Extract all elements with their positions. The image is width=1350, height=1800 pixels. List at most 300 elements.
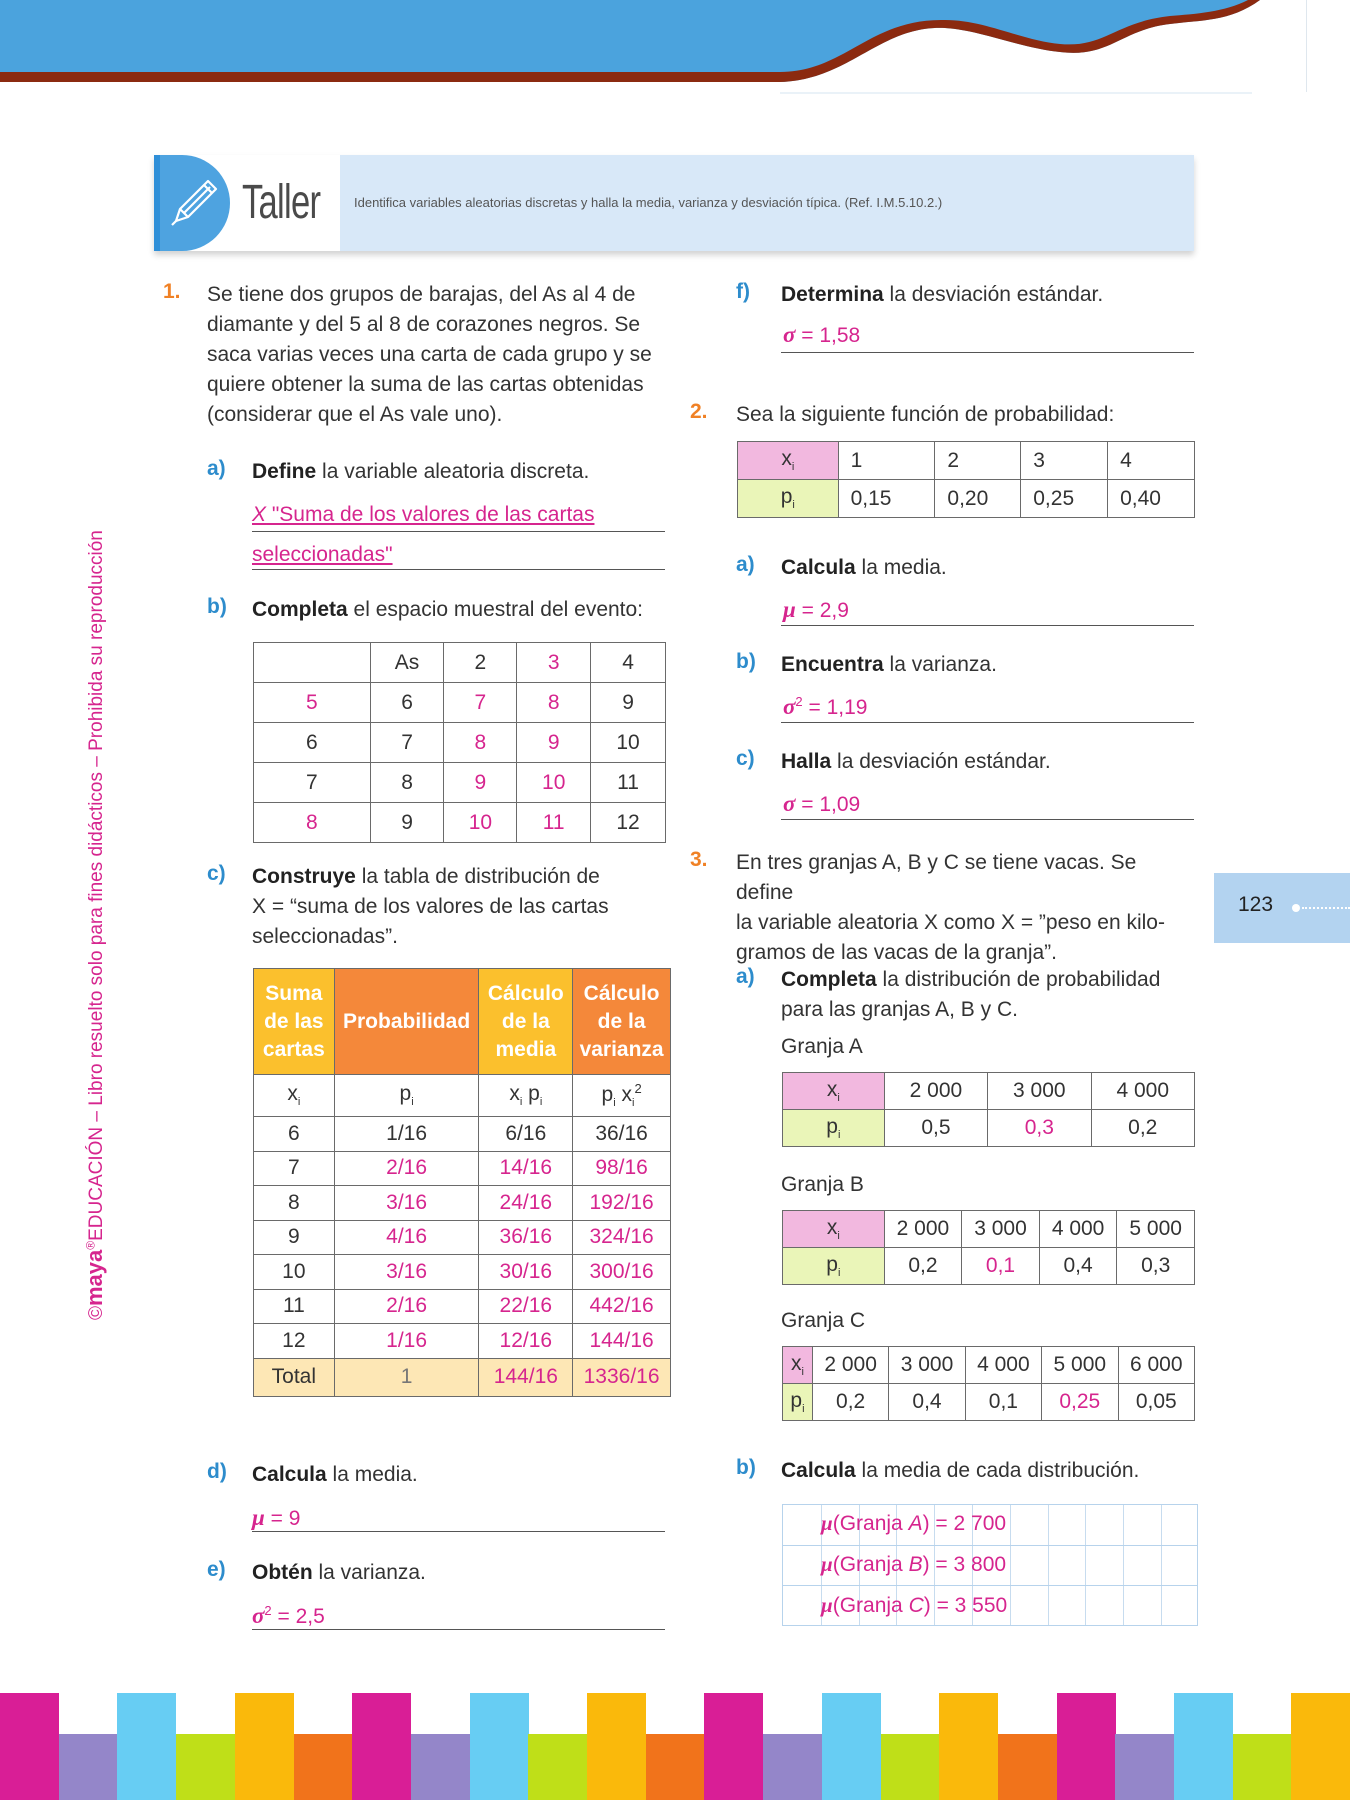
table-cell: 0,5 xyxy=(884,1110,987,1147)
prompt-verb: Define xyxy=(252,460,317,483)
prompt-rest: la tabla de distribución de xyxy=(355,865,600,888)
table-cell: 6/16 xyxy=(479,1117,573,1152)
table-cell: 6 xyxy=(370,683,444,723)
question-2-statement: Sea la siguiente función de probabilidad: xyxy=(736,403,1115,426)
x-label-cell: $x_i$ xyxy=(783,1347,813,1384)
header-suma xyxy=(254,969,335,1075)
granja-table xyxy=(782,1072,1195,1147)
answer-value: = 9 xyxy=(264,1507,301,1530)
table-cell: 6 xyxy=(254,723,371,763)
registered-symbol: ® xyxy=(83,1240,98,1250)
table-cell: 0,3 xyxy=(988,1110,1091,1147)
q1-d-prompt xyxy=(252,1460,418,1490)
prompt-line xyxy=(252,862,665,892)
question-1-statement xyxy=(207,280,667,430)
banner-title-area xyxy=(154,155,340,251)
q2-c-letter: c) xyxy=(736,747,755,770)
header-line: Suma xyxy=(265,981,323,1005)
banner-description: Identifica variables aleatorias discretas y halla la media, varianza y desviación típica. (Ref. I.M.5.10.2.) xyxy=(354,195,943,210)
table-cell: 10 xyxy=(444,803,517,843)
table-cell xyxy=(254,643,371,683)
table-cell: 36/16 xyxy=(573,1117,671,1152)
footer-bar xyxy=(822,1693,881,1800)
mu-symbol: μ xyxy=(821,1593,833,1617)
q2-b-answer xyxy=(783,694,867,720)
q1-c-prompt xyxy=(252,862,665,952)
table-row xyxy=(254,1220,671,1255)
close-paren: ) xyxy=(923,1594,931,1617)
table-cell: 4 xyxy=(1108,442,1195,480)
x-label-cell: $x_i$ xyxy=(783,1211,885,1248)
table-cell: 98/16 xyxy=(573,1151,671,1186)
table-cell: 0,1 xyxy=(962,1248,1040,1285)
prompt-verb: Obtén xyxy=(252,1561,313,1584)
footer-bar xyxy=(763,1734,822,1800)
answer-value: = 1,19 xyxy=(802,696,868,719)
table-cell: 3/16 xyxy=(334,1255,479,1290)
q1-a-prompt xyxy=(252,457,589,487)
footer-bar xyxy=(881,1734,940,1800)
q2-a-answer xyxy=(783,597,849,623)
answer-value: = 1,58 xyxy=(795,324,861,347)
q3-b-letter: b) xyxy=(736,1456,756,1479)
x-row xyxy=(783,1347,1195,1384)
tab-dotted-line xyxy=(1302,907,1350,909)
footer-bar xyxy=(1174,1693,1233,1800)
question-3-statement xyxy=(736,848,1196,968)
q1-e-letter: e) xyxy=(207,1558,226,1581)
table-row xyxy=(254,763,666,803)
granja-label: Granja A xyxy=(781,1035,863,1058)
table-cell: 2 xyxy=(935,442,1021,480)
p-row xyxy=(783,1248,1195,1285)
q2-a-letter: a) xyxy=(736,553,755,576)
table-cell: 4 xyxy=(591,643,666,683)
distribution-table xyxy=(253,968,671,1397)
mu-symbol: μ xyxy=(252,1505,265,1530)
answer-value: = 2,5 xyxy=(271,1605,325,1628)
subheader-pi: $p_i$ xyxy=(334,1075,479,1117)
granja-label: Granja C xyxy=(781,1309,866,1332)
prompt-first-line xyxy=(252,862,600,892)
table-cell: 36/16 xyxy=(479,1220,573,1255)
table-cell: 1/16 xyxy=(334,1324,479,1359)
table-cell: 10 xyxy=(517,763,591,803)
q2-probability-table xyxy=(737,441,1195,518)
p-label: p xyxy=(780,485,793,509)
prompt-rest: la distribución de probabilidad xyxy=(876,968,1161,991)
header-line: de la xyxy=(597,1009,646,1033)
table-cell: 9 xyxy=(444,763,517,803)
page-edge-rule xyxy=(1306,0,1307,92)
q2-c-answer xyxy=(783,791,860,817)
x-row xyxy=(783,1073,1195,1110)
header-line: Cálculo xyxy=(583,981,660,1005)
footer-bar xyxy=(704,1693,763,1800)
table-cell: 2/16 xyxy=(334,1151,479,1186)
table-cell: 12 xyxy=(591,803,666,843)
table-cell: 12/16 xyxy=(479,1324,573,1359)
table-row xyxy=(254,803,666,843)
table-cell: 442/16 xyxy=(573,1289,671,1324)
header-varianza xyxy=(573,969,671,1075)
table-cell: 24/16 xyxy=(479,1186,573,1221)
table-row xyxy=(254,1117,671,1152)
table-total-row xyxy=(254,1358,671,1396)
q1-e-prompt xyxy=(252,1558,426,1588)
table-cell: 3 000 xyxy=(962,1211,1040,1248)
page-number: 123 xyxy=(1238,893,1274,916)
table-cell: 1/16 xyxy=(334,1117,479,1152)
prompt-line xyxy=(781,965,1160,995)
header-media xyxy=(479,969,573,1075)
subheader-xipi: $x_i$ $p_i$ xyxy=(479,1075,573,1117)
table-cell: 11 xyxy=(517,803,591,843)
subheader-pixi2: $p_i$ $x_i^2$ xyxy=(573,1075,671,1117)
mean-answer xyxy=(821,1593,1007,1618)
table-row xyxy=(254,723,666,763)
table-cell: 30/16 xyxy=(479,1255,573,1290)
table-cell: 11 xyxy=(254,1289,335,1324)
table-cell: 0,25 xyxy=(1021,480,1108,518)
table-cell: 0,05 xyxy=(1118,1384,1194,1421)
footer-bar xyxy=(528,1734,587,1800)
table-cell: 10 xyxy=(591,723,666,763)
table-cell: 1336/16 xyxy=(573,1358,671,1396)
header-line: varianza xyxy=(579,1037,664,1061)
footer-bar xyxy=(352,1693,411,1800)
prompt-rest: la varianza. xyxy=(883,653,997,676)
footer-bar xyxy=(646,1734,705,1800)
open-paren: ( xyxy=(832,1512,840,1535)
table-cell: 6 xyxy=(254,1117,335,1152)
prompt-line: seleccionadas”. xyxy=(252,925,398,948)
statement-line: quiere obtener la suma de las cartas obtenidas xyxy=(207,373,644,396)
q1-f-prompt xyxy=(781,280,1103,310)
header-line: cartas xyxy=(262,1037,325,1061)
prompt-verb: Halla xyxy=(781,750,832,773)
table-cell: 144/16 xyxy=(479,1358,573,1396)
mu-symbol: μ xyxy=(783,597,796,622)
table-cell: 0,2 xyxy=(1091,1110,1194,1147)
table-row xyxy=(254,1324,671,1359)
q2-b-prompt xyxy=(781,650,997,680)
table-cell: 0,4 xyxy=(889,1384,965,1421)
answer-text: "Suma de los valores de las cartas xyxy=(266,503,595,526)
pencil-icon xyxy=(164,173,224,233)
table-subheader-row xyxy=(254,1075,671,1117)
prompt-line: X = “suma de los valores de las cartas xyxy=(252,895,609,918)
answer-variable: X xyxy=(252,503,267,526)
copyright-side-note xyxy=(82,530,108,1320)
prompt-verb: Determina xyxy=(781,283,884,306)
table-cell: 7 xyxy=(254,1151,335,1186)
table-cell: 192/16 xyxy=(573,1186,671,1221)
table-cell: 324/16 xyxy=(573,1220,671,1255)
prompt-rest: la varianza. xyxy=(312,1561,426,1584)
table-row xyxy=(254,1255,671,1290)
table-cell: 2/16 xyxy=(334,1289,479,1324)
sigma-symbol: σ xyxy=(783,694,796,719)
close-paren: ) xyxy=(922,1512,930,1535)
brand-logo: maya xyxy=(82,1249,107,1306)
x-label-cell: $x_i$ xyxy=(783,1073,885,1110)
footer-bar xyxy=(1057,1693,1116,1800)
sample-space-table xyxy=(253,642,666,843)
p-label-cell: $p_i$ xyxy=(738,480,839,518)
footer-bar xyxy=(1233,1734,1292,1800)
header-line: Cálculo xyxy=(487,981,564,1005)
answer-label: Granja xyxy=(839,1553,909,1576)
footer-bar xyxy=(176,1734,235,1800)
table-cell: 0,3 xyxy=(1117,1248,1195,1285)
table-cell: 0,1 xyxy=(965,1384,1041,1421)
table-cell: 9 xyxy=(591,683,666,723)
x-label-cell: $x_i$ xyxy=(738,442,839,480)
table-cell: 0,25 xyxy=(1042,1384,1118,1421)
answer-variable: B xyxy=(908,1553,923,1576)
footer-bar xyxy=(470,1693,529,1800)
copyright-symbol: © xyxy=(86,1306,107,1320)
table-cell: 14/16 xyxy=(479,1151,573,1186)
mu-symbol: μ xyxy=(821,1552,833,1576)
table-cell: 6 000 xyxy=(1118,1347,1194,1384)
footer-bar xyxy=(411,1734,470,1800)
statement-line: saca varias veces una carta de cada grupo y se xyxy=(207,343,652,366)
table-cell: Total xyxy=(254,1358,335,1396)
exponent: 2 xyxy=(795,694,803,709)
prompt-verb: Completa xyxy=(252,598,348,621)
table-cell: As xyxy=(370,643,444,683)
p-label-cell: $p_i$ xyxy=(783,1110,885,1147)
footer-bar xyxy=(939,1693,998,1800)
table-cell: 7 xyxy=(444,683,517,723)
q1-d-answer-line xyxy=(252,1502,665,1532)
table-cell: 2 xyxy=(444,643,517,683)
table-cell: 0,20 xyxy=(935,480,1021,518)
q2-a-prompt xyxy=(781,553,947,583)
header-line: de las xyxy=(264,1009,324,1033)
table-cell: 300/16 xyxy=(573,1255,671,1290)
answer-variable: C xyxy=(908,1594,924,1617)
table-cell: 1 xyxy=(334,1358,479,1396)
prompt-verb: Completa xyxy=(781,968,877,991)
q3-a-prompt xyxy=(781,965,1160,1025)
table-cell: 1 xyxy=(838,442,935,480)
footer-bar xyxy=(117,1693,176,1800)
grid-line xyxy=(1048,1505,1049,1625)
distribution-body xyxy=(254,1117,671,1359)
grid-line xyxy=(1085,1505,1086,1625)
table-cell: 8 xyxy=(444,723,517,763)
q1-b-prompt xyxy=(252,595,643,625)
table-cell: 0,40 xyxy=(1108,480,1195,518)
grid-line xyxy=(1010,1505,1011,1625)
statement-line: (considerar que el As vale uno). xyxy=(207,403,503,426)
open-paren: ( xyxy=(832,1553,840,1576)
q1-b-letter: b) xyxy=(207,595,227,618)
table-cell: 0,15 xyxy=(838,480,935,518)
mu-symbol: μ xyxy=(821,1511,833,1535)
x-row xyxy=(738,442,1195,480)
header-line: de la xyxy=(501,1009,550,1033)
table-cell: 0,4 xyxy=(1039,1248,1117,1285)
table-cell: 2 000 xyxy=(812,1347,888,1384)
sigma-symbol: σ xyxy=(783,322,796,347)
footer-bar xyxy=(1291,1693,1350,1800)
footer-bar xyxy=(0,1693,59,1800)
table-row xyxy=(254,1151,671,1186)
grid-line xyxy=(783,1585,1197,1586)
q1-a-answer-2: seleccionadas" xyxy=(252,543,393,566)
q3-a-letter: a) xyxy=(736,965,755,988)
answer-grid xyxy=(782,1504,1198,1626)
exponent: 2 xyxy=(264,1603,272,1618)
statement-line: diamante y del 5 al 8 de corazones negros. Se xyxy=(207,313,641,336)
table-cell: 0,2 xyxy=(812,1384,888,1421)
x-label: x xyxy=(781,447,792,471)
table-cell: 4 000 xyxy=(1039,1211,1117,1248)
answer-value: = 3 550 xyxy=(930,1594,1008,1617)
answer-value: = 2 700 xyxy=(929,1512,1007,1535)
table-cell: 12 xyxy=(254,1324,335,1359)
x-row xyxy=(783,1211,1195,1248)
grid-line xyxy=(783,1545,1197,1546)
prompt-line: para las granjas A, B y C. xyxy=(781,998,1018,1021)
statement-line: la variable aleatoria X como X = ”peso en kilo- xyxy=(736,911,1165,934)
q1-a-answer-1 xyxy=(252,503,594,527)
table-cell: 3 xyxy=(517,643,591,683)
table-cell: 9 xyxy=(254,1220,335,1255)
q1-d-letter: d) xyxy=(207,1460,227,1483)
granja-table xyxy=(782,1346,1195,1421)
q1-f-letter: f) xyxy=(736,280,750,303)
mean-answer xyxy=(821,1511,1006,1536)
open-paren: ( xyxy=(832,1594,840,1617)
prompt-verb: Calcula xyxy=(252,1463,327,1486)
table-cell: 10 xyxy=(254,1255,335,1290)
footer-color-bars xyxy=(0,1693,1350,1800)
question-2-number: 2. xyxy=(690,400,708,423)
q1-f-answer xyxy=(783,322,860,348)
footer-bar xyxy=(1115,1734,1174,1800)
q1-c-letter: c) xyxy=(207,862,226,885)
footer-bar xyxy=(59,1734,118,1800)
prompt-rest: la desviación estándar. xyxy=(831,750,1051,773)
q1-e-answer xyxy=(252,1603,325,1629)
grid-line xyxy=(1161,1505,1162,1625)
prompt-verb: Encuentra xyxy=(781,653,884,676)
table-cell: 4/16 xyxy=(334,1220,479,1255)
statement-line: gramos de las vacas de la granja”. xyxy=(736,941,1057,964)
p-label-cell: $p_i$ xyxy=(783,1248,885,1285)
table-cell: 7 xyxy=(254,763,371,803)
table-cell: 8 xyxy=(254,803,371,843)
page-number-tab xyxy=(1214,873,1350,943)
p-row xyxy=(783,1110,1195,1147)
mean-answer xyxy=(821,1552,1006,1577)
table-cell: 4 000 xyxy=(1091,1073,1194,1110)
footer-bar xyxy=(294,1734,353,1800)
header-wave-decoration xyxy=(0,0,1350,100)
tab-dot xyxy=(1292,904,1300,912)
prompt-rest: la variable aleatoria discreta. xyxy=(316,460,590,483)
statement-line: Se tiene dos grupos de barajas, del As al 4 de xyxy=(207,283,636,306)
banner-title: Taller xyxy=(242,176,321,229)
question-1-number: 1. xyxy=(163,280,181,303)
answer-variable: A xyxy=(908,1512,923,1535)
prompt-verb: Calcula xyxy=(781,1459,856,1482)
table-cell: 11 xyxy=(591,763,666,803)
answer-value: = 1,09 xyxy=(795,793,861,816)
header-probabilidad: Probabilidad xyxy=(334,969,479,1075)
prompt-rest: la media de cada distribución. xyxy=(855,1459,1140,1482)
p-row xyxy=(738,480,1195,518)
granja-label: Granja B xyxy=(781,1173,864,1196)
table-cell: 144/16 xyxy=(573,1324,671,1359)
table-cell: 0,2 xyxy=(884,1248,962,1285)
table-cell: 3 xyxy=(1021,442,1108,480)
q3-b-prompt xyxy=(781,1456,1139,1486)
footer-bar xyxy=(235,1693,294,1800)
table-cell: 5 000 xyxy=(1042,1347,1118,1384)
prompt-rest: la desviación estándar. xyxy=(883,283,1104,306)
p-row xyxy=(783,1384,1195,1421)
q1-d-answer xyxy=(252,1505,300,1531)
table-cell: 5 xyxy=(254,683,371,723)
answer-label: Granja xyxy=(839,1512,909,1535)
prompt-rest: el espacio muestral del evento: xyxy=(347,598,644,621)
footer-bar xyxy=(587,1693,646,1800)
table-cell: 3 000 xyxy=(988,1073,1091,1110)
table-cell: 2 000 xyxy=(884,1073,987,1110)
answer-value: = 2,9 xyxy=(795,599,849,622)
answer-value: = 3 800 xyxy=(929,1553,1007,1576)
grid-line xyxy=(1123,1505,1124,1625)
table-row xyxy=(254,1289,671,1324)
table-cell: 2 000 xyxy=(884,1211,962,1248)
p-label-cell: $p_i$ xyxy=(783,1384,813,1421)
table-row xyxy=(254,1186,671,1221)
table-cell: 9 xyxy=(370,803,444,843)
close-paren: ) xyxy=(922,1553,930,1576)
granja-table xyxy=(782,1210,1195,1285)
table-cell: 8 xyxy=(254,1186,335,1221)
statement-line: En tres granjas A, B y C se tiene vacas. Se define xyxy=(736,851,1137,904)
side-note-text: EDUCACIÓN – Libro resuelto solo para fines didácticos – Prohibida su reproducción xyxy=(86,530,107,1241)
table-cell: 5 000 xyxy=(1117,1211,1195,1248)
subheader-xi: $x_i$ xyxy=(254,1075,335,1117)
sigma-symbol: σ xyxy=(252,1603,265,1628)
table-header-row xyxy=(254,969,671,1075)
header-line: media xyxy=(495,1037,557,1061)
table-cell: 9 xyxy=(517,723,591,763)
sigma-symbol: σ xyxy=(783,791,796,816)
table-cell: 8 xyxy=(517,683,591,723)
table-header-row xyxy=(254,643,666,683)
q1-a-letter: a) xyxy=(207,457,226,480)
table-cell: 22/16 xyxy=(479,1289,573,1324)
table-row xyxy=(254,683,666,723)
footer-bar xyxy=(998,1734,1057,1800)
prompt-rest: la media. xyxy=(326,1463,418,1486)
prompt-verb: Calcula xyxy=(781,556,856,579)
q2-b-letter: b) xyxy=(736,650,756,673)
prompt-verb: Construye xyxy=(252,865,356,888)
table-cell: 3 000 xyxy=(889,1347,965,1384)
q2-c-prompt xyxy=(781,747,1051,777)
table-cell: 4 000 xyxy=(965,1347,1041,1384)
